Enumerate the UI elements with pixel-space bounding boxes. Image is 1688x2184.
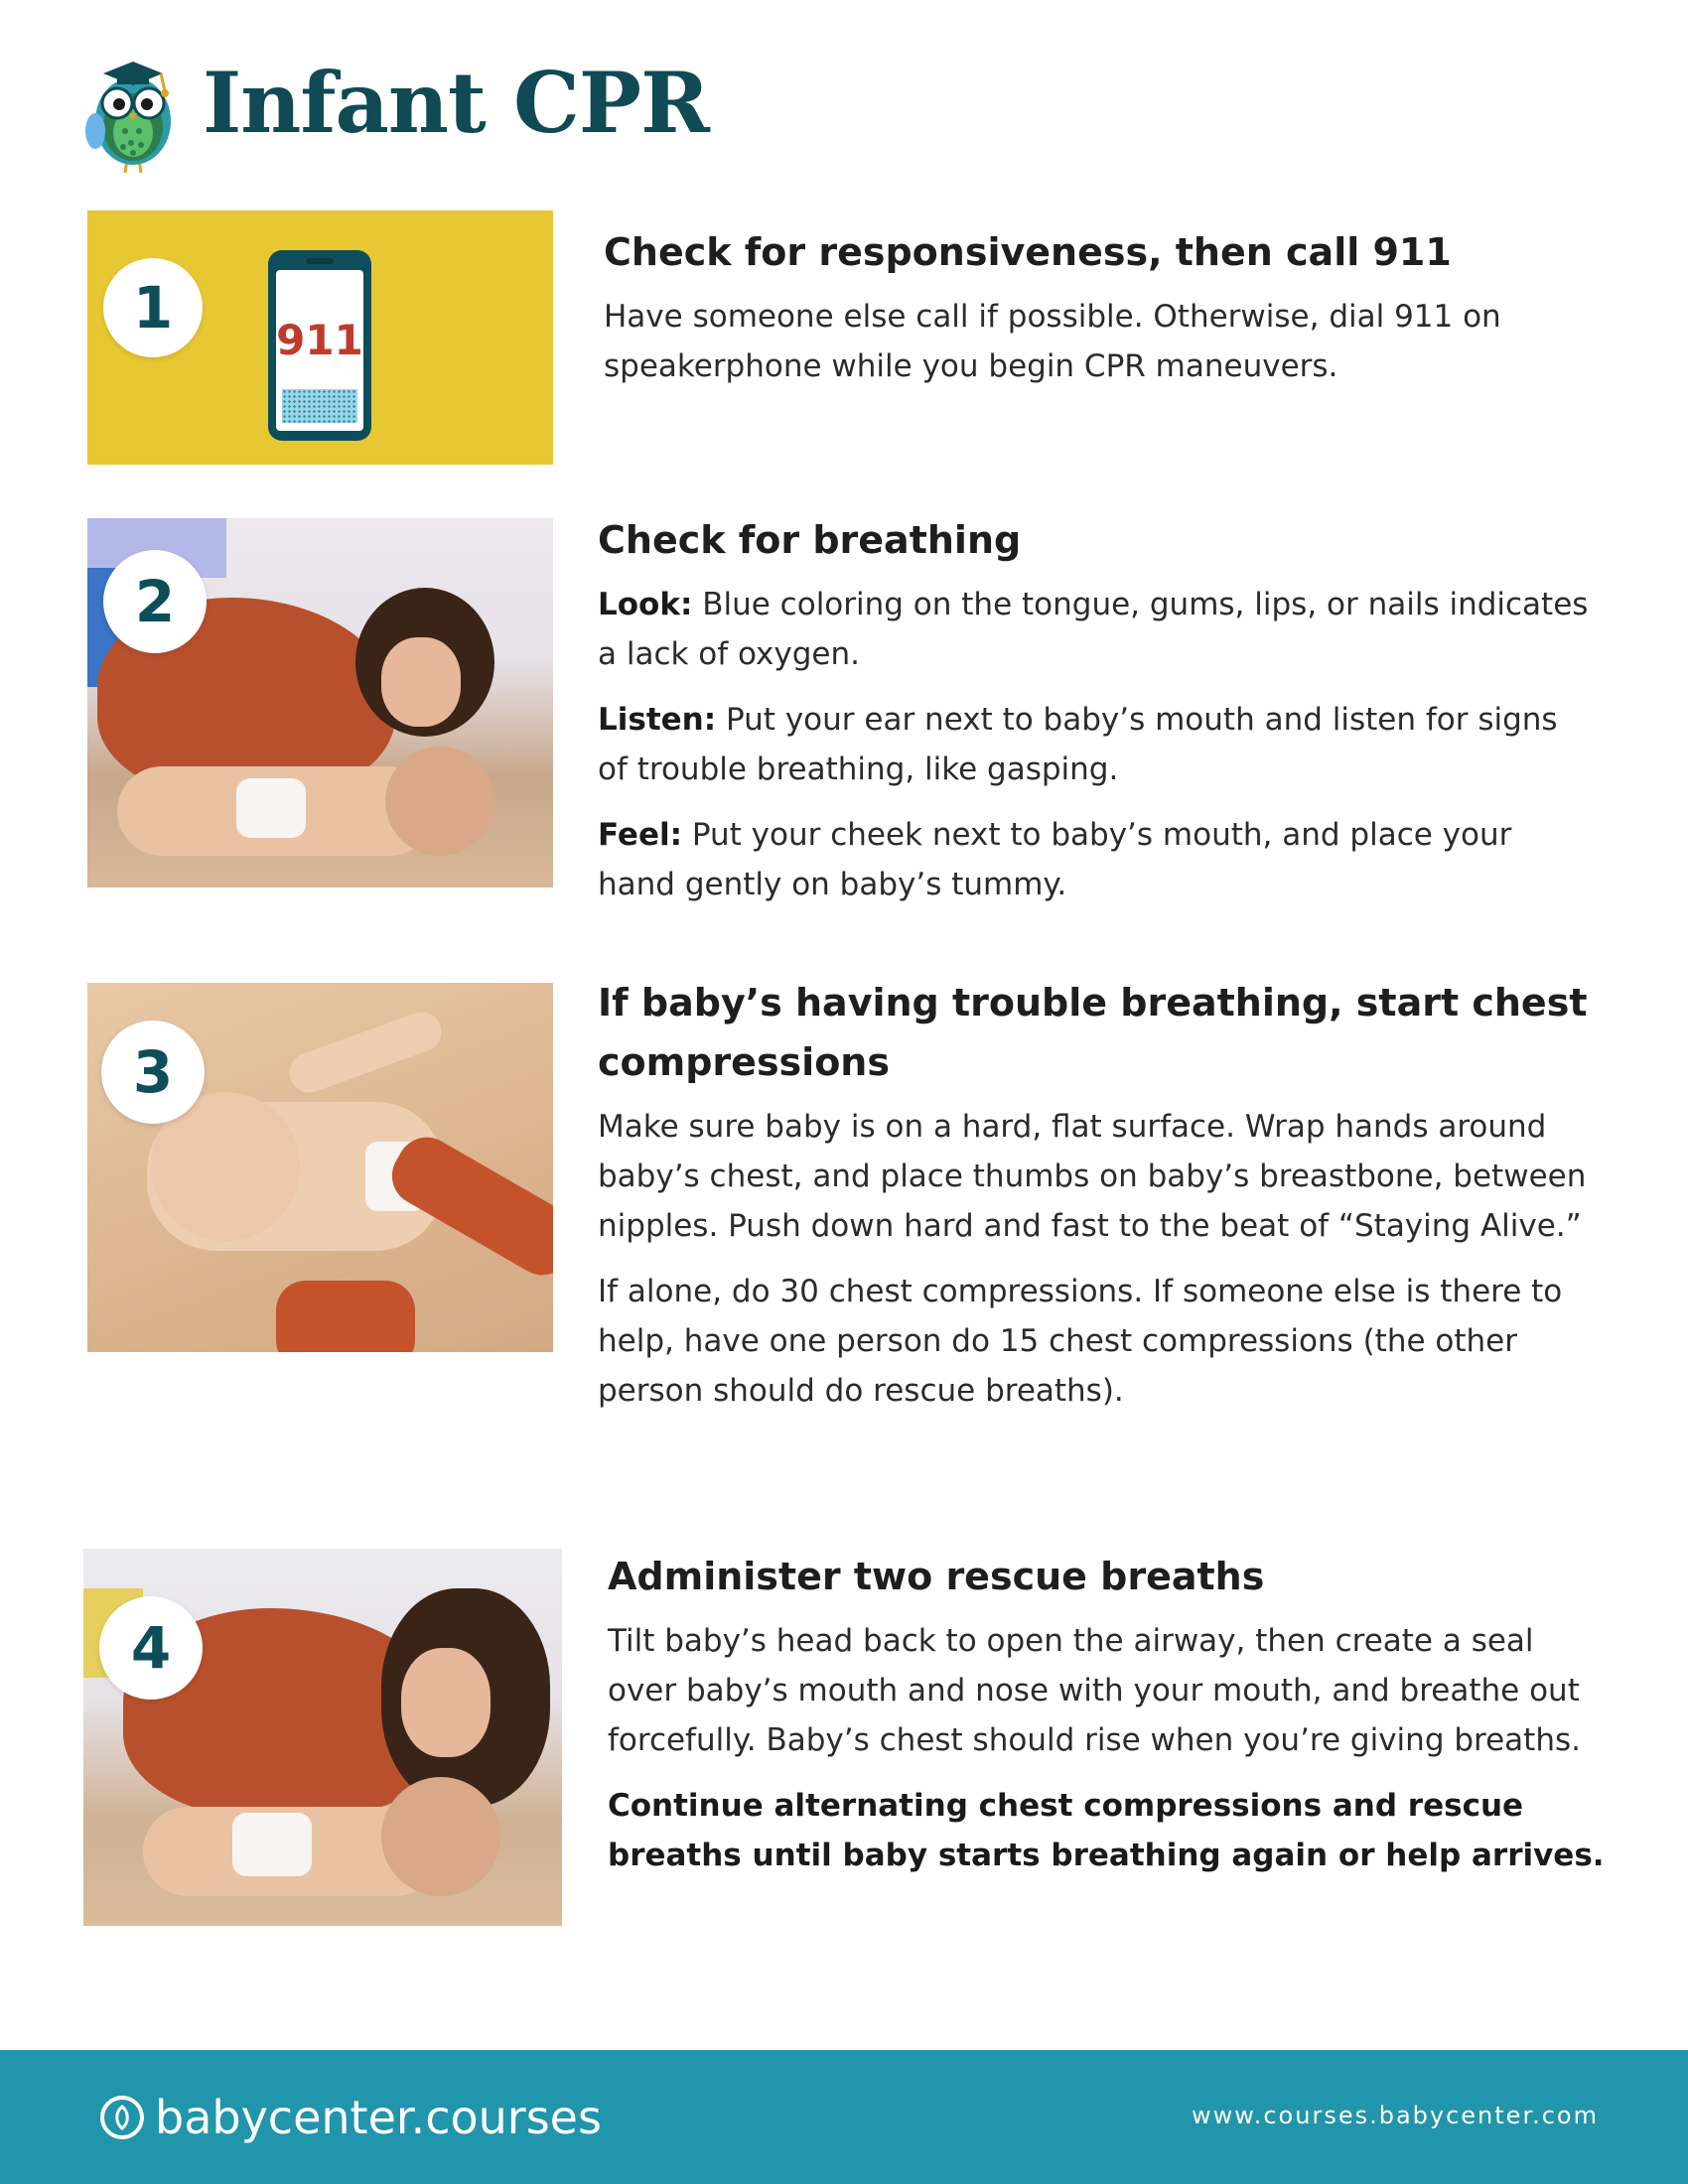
feel-text: Put your cheek next to baby’s mouth, and place your hand gently on baby’s tummy. <box>598 817 1512 902</box>
brand-logo[interactable] <box>97 2088 602 2147</box>
step-2-feel <box>598 810 1591 909</box>
step-4-badge: 4 <box>99 1596 203 1700</box>
step-2-listen <box>598 695 1591 794</box>
step-3-badge: 3 <box>101 1021 205 1124</box>
brand-suffix: courses <box>425 2091 602 2144</box>
look-text: Blue coloring on the tongue, gums, lips, or nails indicates a lack of oxygen. <box>598 587 1589 672</box>
step-2-badge: 2 <box>103 550 207 653</box>
step-3-title: If baby’s having trouble breathing, start chest compressions <box>598 981 1588 1084</box>
phone-keypad <box>282 389 357 423</box>
page-header <box>83 48 977 177</box>
brand-name: babycenter. <box>155 2091 426 2144</box>
step-2-text <box>598 510 1591 925</box>
listen-label: Listen: <box>598 702 717 738</box>
step-3-body-1: Make sure baby is on a hard, flat surface. Wrap hands around baby’s chest, and place thumbs on baby’s breastbone, between nipples. Push down hard and fast to the beat of “Staying Alive.” <box>598 1109 1587 1244</box>
phone-911-icon <box>268 250 371 441</box>
step-3-photo <box>87 983 553 1352</box>
website-url[interactable]: www.courses.babycenter.com <box>1192 2102 1599 2129</box>
feel-label: Feel: <box>598 817 682 853</box>
step-4-title: Administer two rescue breaths <box>608 1555 1265 1598</box>
step-4-body: Tilt baby’s head back to open the airway, then create a seal over baby’s mouth and nose with your mouth, and breathe out forcefully. Baby’s chest should rise when you’re giving breaths. <box>608 1623 1581 1758</box>
step-1-text <box>604 222 1597 407</box>
phone-911-label: 911 <box>276 316 363 364</box>
step-1-badge: 1 <box>103 258 203 357</box>
babycenter-logo-icon <box>97 2093 147 2142</box>
owl-mascot-icon <box>83 48 183 177</box>
page-title: Infant CPR <box>203 54 709 152</box>
step-1-body: Have someone else call if possible. Otherwise, dial 911 on speakerphone while you begin CPR maneuvers. <box>604 299 1501 384</box>
step-3-body-2: If alone, do 30 chest compressions. If someone else is there to help, have one person do 15 chest compressions (the other person should do rescue breaths). <box>598 1274 1563 1409</box>
look-label: Look: <box>598 587 693 622</box>
step-1-panel <box>87 210 553 465</box>
step-1-title: Check for responsiveness, then call 911 <box>604 230 1452 274</box>
step-4-photo <box>83 1549 562 1926</box>
step-2-title: Check for breathing <box>598 518 1022 562</box>
step-3-text <box>598 973 1601 1432</box>
step-4-text <box>608 1547 1611 1880</box>
listen-text: Put your ear next to baby’s mouth and listen for signs of trouble breathing, like gasping. <box>598 702 1558 787</box>
step-2-look <box>598 580 1591 679</box>
step-2-photo <box>87 518 553 887</box>
page-footer <box>0 2050 1688 2184</box>
step-4-emphasis: Continue alternating chest compressions and rescue breaths until baby starts breathing again or help arrives. <box>608 1788 1605 1873</box>
